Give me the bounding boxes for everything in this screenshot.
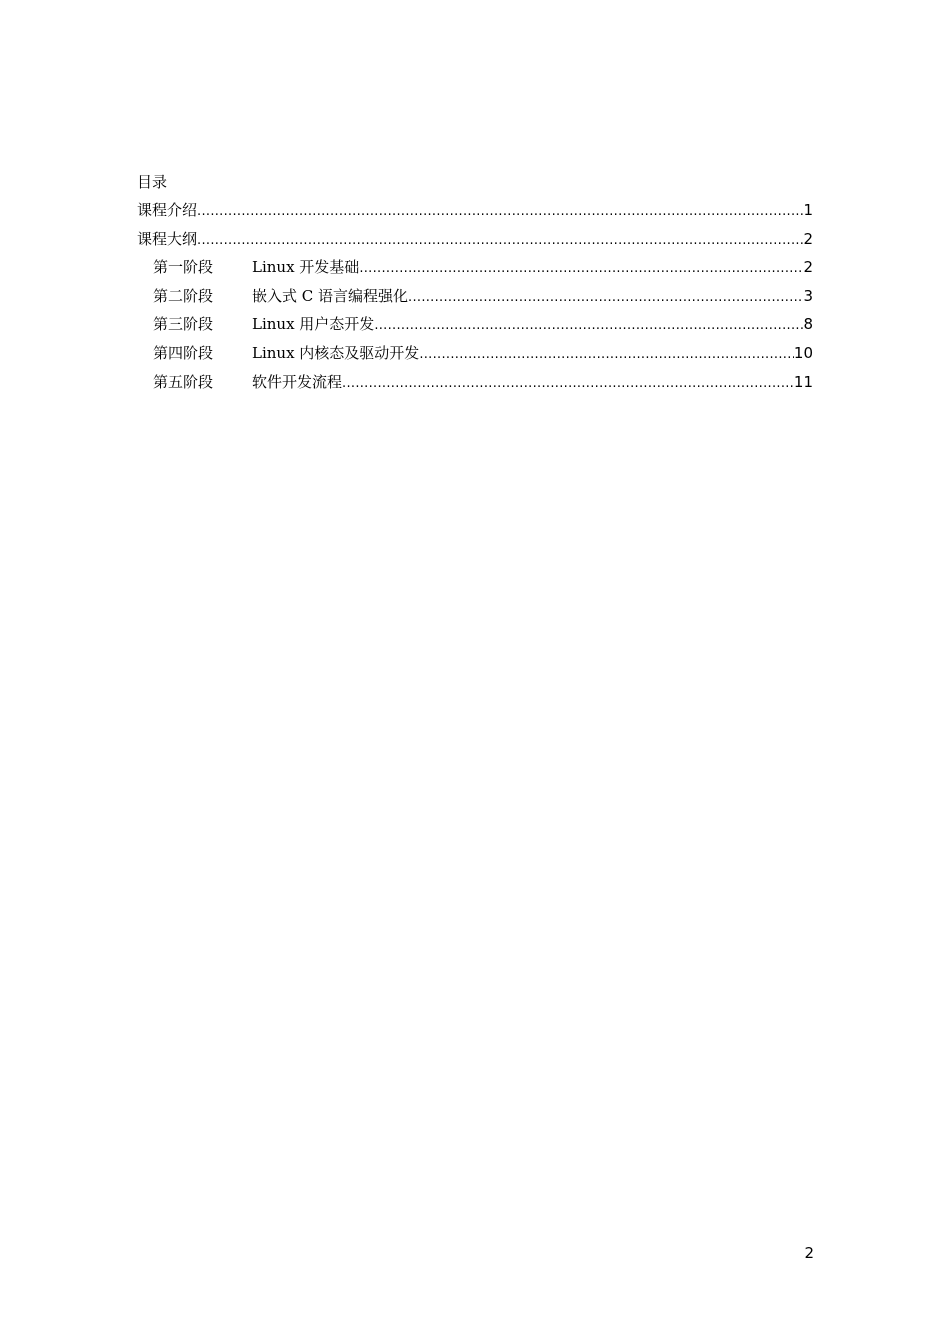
toc-entry-page: 1 <box>803 201 813 219</box>
toc-stage-name: Linux 用户态开发 <box>252 315 375 334</box>
toc-stage-name: 软件开发流程 <box>252 372 343 391</box>
toc-entry-page: 3 <box>803 286 813 305</box>
toc-entry-stage-5[interactable] <box>137 368 813 397</box>
toc-entry-page: 2 <box>803 229 813 248</box>
toc-entry-label <box>153 339 419 368</box>
toc-entry-stage-1[interactable] <box>137 253 813 282</box>
toc-stage-number: 第五阶段 <box>153 372 214 391</box>
toc-stage-name: 嵌入式 C 语言编程强化 <box>252 286 409 305</box>
toc-stage-number: 第二阶段 <box>153 286 214 305</box>
toc-entry-stage-2[interactable] <box>137 282 813 311</box>
toc-leader-dots <box>197 227 803 256</box>
toc-stage-number: 第四阶段 <box>153 343 214 362</box>
toc-entry-page: 11 <box>793 372 813 391</box>
toc-stage-number: 第三阶段 <box>153 315 214 334</box>
toc-leader-dots <box>374 312 803 341</box>
toc-leader-dots <box>419 341 794 370</box>
toc-entry-page: 10 <box>793 343 813 362</box>
toc-entry-label: 课程介绍 <box>137 201 198 219</box>
toc-entry-course-intro[interactable] <box>137 196 813 225</box>
toc-entry-label <box>153 253 359 282</box>
table-of-contents <box>137 168 813 396</box>
toc-stage-name: Linux 内核态及驱动开发 <box>252 343 420 362</box>
toc-stage-name: Linux 开发基础 <box>252 258 360 277</box>
toc-entry-label <box>153 310 374 339</box>
toc-entry-course-outline[interactable] <box>137 225 813 254</box>
toc-entry-stage-3[interactable] <box>137 310 813 339</box>
toc-leader-dots <box>359 255 803 284</box>
toc-leader-dots <box>342 370 794 399</box>
toc-leader-dots <box>197 198 803 227</box>
toc-title: 目录 <box>137 173 168 191</box>
toc-stage-number: 第一阶段 <box>153 258 214 277</box>
toc-entry-page: 8 <box>803 315 813 334</box>
page-number: 2 <box>804 1244 814 1262</box>
toc-entry-page: 2 <box>803 258 813 277</box>
toc-entry-stage-4[interactable] <box>137 339 813 368</box>
toc-leader-dots <box>408 284 803 313</box>
toc-entry-label: 课程大纲 <box>137 229 198 248</box>
toc-entry-label <box>153 282 408 311</box>
toc-entry-label <box>153 368 342 397</box>
